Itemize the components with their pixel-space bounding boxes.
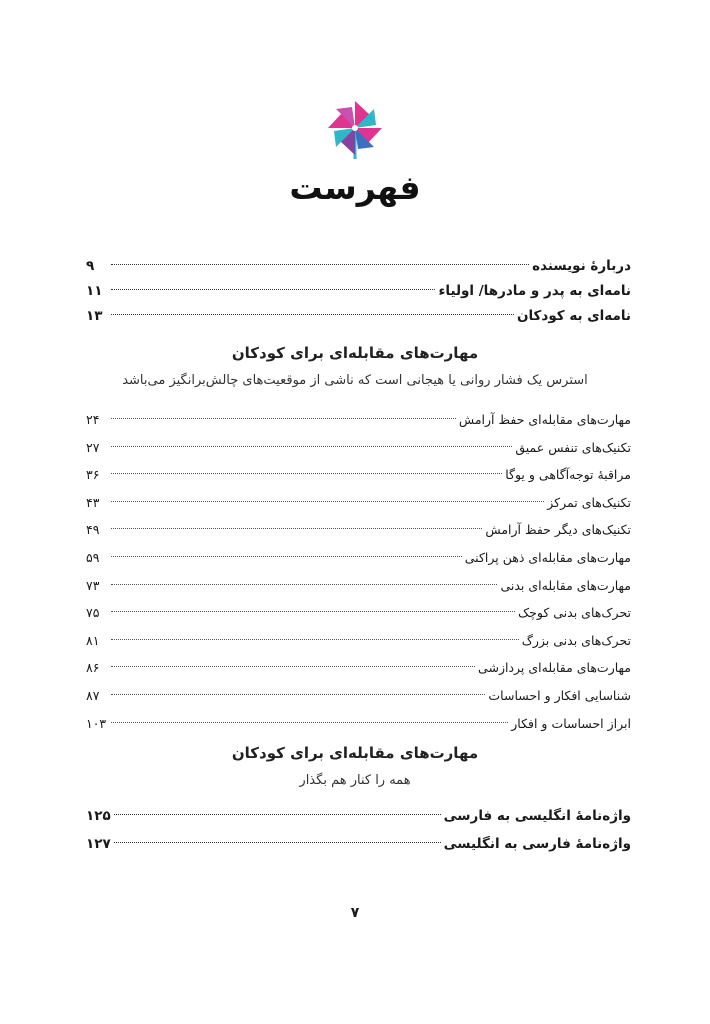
toc-entry[interactable]: [86, 830, 631, 858]
toc-entry-label: تکنیک‌های تنفس عمیق: [515, 439, 631, 455]
toc-entry-label: واژه‌نامۀ فارسی به انگلیسی: [443, 836, 631, 852]
toc-entry[interactable]: [86, 572, 631, 600]
dot-leader: [111, 501, 544, 502]
toc-entry[interactable]: [86, 710, 631, 738]
dot-leader: [111, 556, 462, 557]
toc-entry-label: تکنیک‌های تمرکز: [547, 494, 631, 510]
dot-leader: [111, 264, 529, 265]
toc-entry[interactable]: [86, 599, 631, 627]
toc-entry[interactable]: [86, 802, 631, 830]
toc-entry-page: ۱۱: [86, 283, 103, 299]
dot-leader: [114, 814, 441, 815]
toc-entry[interactable]: [86, 304, 631, 329]
dot-leader: [111, 289, 435, 290]
dot-leader: [111, 611, 515, 612]
page-number: ۷: [350, 905, 360, 921]
toc-entry-label: مهارت‌های مقابله‌ای ذهن پراکنی: [464, 549, 631, 565]
toc-entry-label: نامه‌ای به کودکان: [516, 308, 631, 324]
page-title: فهرست: [289, 168, 421, 207]
section-subtitle: همه را کنار هم بگذار: [299, 773, 411, 788]
toc-entry-page: ۱۲۷: [86, 836, 111, 852]
dot-leader: [111, 446, 512, 447]
toc-entry-page: ۸۱: [86, 632, 100, 648]
toc-entry-page: ۸۷: [86, 687, 100, 703]
toc-entry-page: ۲۴: [86, 412, 100, 427]
dot-leader: [111, 418, 456, 419]
toc-entry-page: ۴۳: [86, 494, 100, 510]
toc-entry-page: ۸۶: [86, 660, 100, 676]
toc-entry[interactable]: [86, 489, 631, 517]
toc-entry[interactable]: [86, 516, 631, 544]
section-heading: مهارت‌های مقابله‌ای برای کودکان: [231, 744, 479, 762]
toc-entry[interactable]: [86, 682, 631, 710]
toc-entry-label: تحرک‌های بدنی کوچک: [517, 605, 631, 621]
dot-leader: [111, 694, 485, 695]
toc-entry-page: ۱۳: [86, 308, 103, 324]
toc-entry-label: شناسایی افکار و احساسات: [488, 687, 631, 703]
toc-entry-label: ابراز احساسات و افکار: [511, 715, 631, 731]
toc-entry-page: ۹: [86, 258, 95, 274]
dot-leader: [111, 314, 514, 315]
toc-entry-label: تحرک‌های بدنی بزرگ: [521, 632, 631, 648]
toc-entry-page: ۲۷: [86, 439, 100, 455]
pinwheel-icon: [322, 95, 388, 161]
dot-leader: [111, 528, 482, 529]
toc-entry-page: ۳۶: [86, 467, 100, 483]
toc-entry-page: ۴۹: [86, 522, 100, 538]
toc-top-list: [86, 254, 631, 329]
toc-entry-label: تکنیک‌های دیگر حفظ آرامش: [485, 522, 631, 538]
dot-leader: [111, 639, 519, 640]
dot-leader: [114, 842, 441, 843]
toc-entry-label: مهارت‌های مقابله‌ای پردازشی: [478, 660, 631, 676]
toc-entry[interactable]: [86, 279, 631, 304]
toc-entry-page: ۱۲۵: [86, 808, 111, 824]
toc-entry[interactable]: [86, 627, 631, 655]
toc-entry-label: واژه‌نامۀ انگلیسی به فارسی: [443, 808, 631, 824]
toc-entry-label: نامه‌ای به پدر و مادرها/ اولیاء: [438, 283, 631, 299]
toc-entry[interactable]: [86, 461, 631, 489]
section-heading: مهارت‌های مقابله‌ای برای کودکان: [231, 344, 479, 362]
toc-entry-page: ۷۵: [86, 605, 100, 621]
toc-entry-page: ۱۰۳: [86, 715, 107, 731]
toc-entry[interactable]: [86, 406, 631, 434]
section-subtitle: استرس یک فشار روانی یا هیجانی است که ناشی از موقعیت‌های چالش‌برانگیز می‌باشد: [122, 373, 588, 388]
toc-section1-list: [86, 406, 631, 737]
toc-entry[interactable]: [86, 544, 631, 572]
toc-entry-label: مراقبۀ توجه‌آگاهی و یوگا: [505, 467, 631, 483]
toc-entry[interactable]: [86, 254, 631, 279]
toc-entry-label: دربارۀ نویسنده: [532, 258, 631, 274]
toc-entry-label: مهارت‌های مقابله‌ای بدنی: [500, 577, 631, 593]
toc-entry-label: مهارت‌های مقابله‌ای حفظ آرامش: [458, 412, 631, 427]
toc-entry[interactable]: [86, 654, 631, 682]
toc-entry-page: ۷۳: [86, 577, 100, 593]
dot-leader: [111, 473, 502, 474]
dot-leader: [111, 666, 475, 667]
toc-entry[interactable]: [86, 434, 631, 462]
dot-leader: [111, 722, 508, 723]
toc-section2-list: [86, 802, 631, 858]
toc-entry-page: ۵۹: [86, 549, 100, 565]
dot-leader: [111, 584, 497, 585]
